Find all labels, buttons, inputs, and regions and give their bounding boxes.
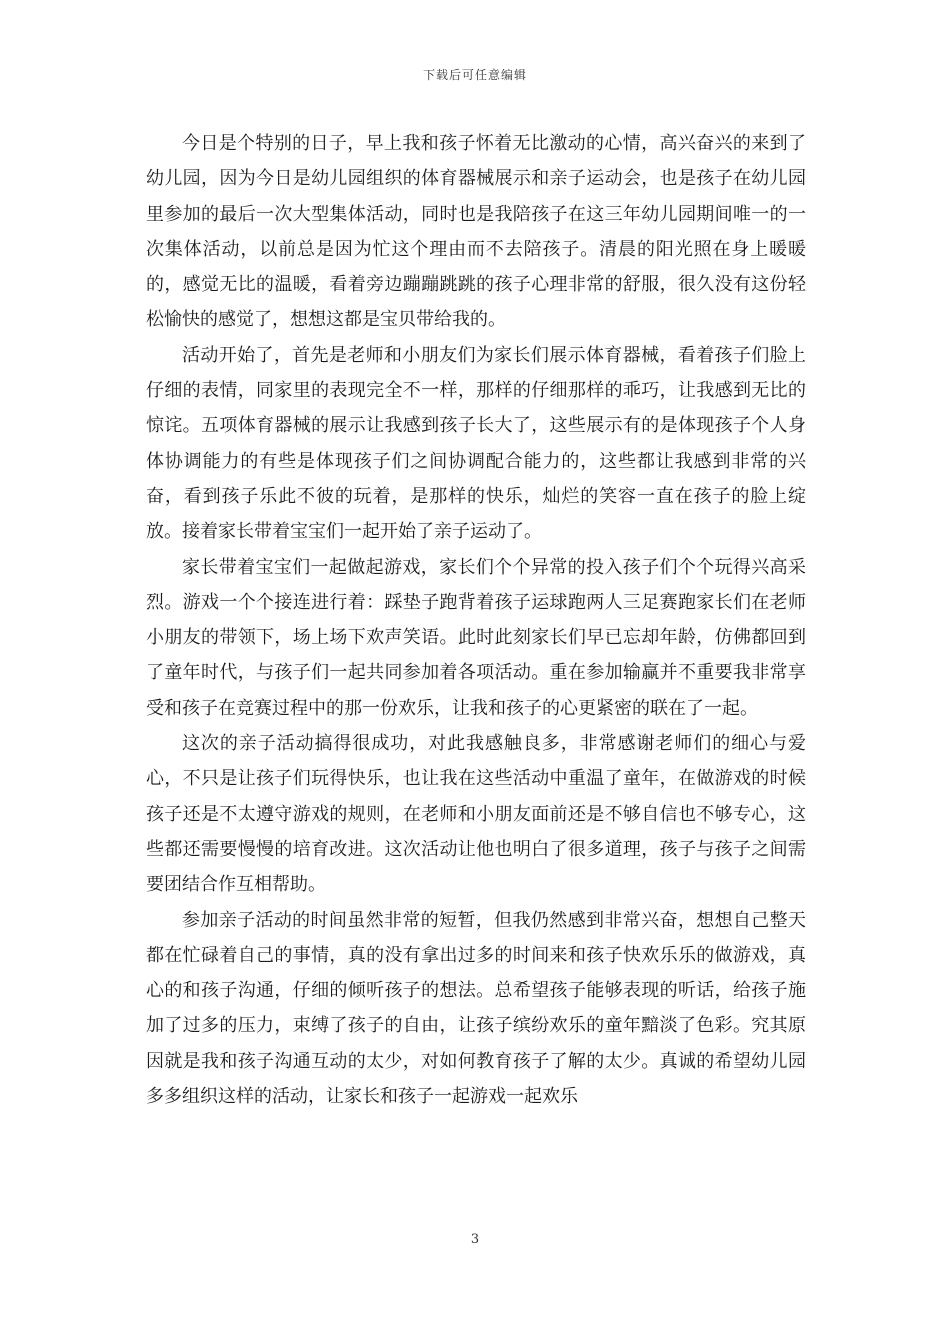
page-number: 3 <box>470 1232 480 1247</box>
document-body <box>146 126 806 1114</box>
page-header: 下载后可任意编辑 <box>422 68 527 82</box>
paragraph-5: 参加亲子活动的时间虽然非常的短暂，但我仍然感到非常兴奋，想想自己整天都在忙碌着自己的事情，真的没有拿出过多的时间来和孩子快欢乐乐的做游戏，真心的和孩子沟通，仔细的倾听孩子的想法。总希望孩子能够表现的听话，给孩子施加了过多的压力，束缚了孩子的自由，让孩子缤纷欢乐的童年黯淡了色彩。究其原因就是我和孩子沟通互动的太少，对如何教育孩子了解的太少。真诚的希望幼儿园多多组织这样的活动，让家长和孩子一起游戏一起欢乐 <box>146 909 806 1108</box>
paragraph-1: 今日是个特别的日子，早上我和孩子怀着无比激动的心情，高兴奋兴的来到了幼儿园，因为今日是幼儿园组织的体育器械展示和亲子运动会，也是孩子在幼儿园里参加的最后一次大型集体活动，同时也是我陪孩子在这三年幼儿园期间唯一的一次集体活动，以前总是因为忙这个理由而不去陪孩子。清晨的阳光照在身上暖暖的，感觉无比的温暖，看着旁边蹦蹦跳跳的孩子心理非常的舒服，很久没有这份轻松愉快的感觉了，想想这都是宝贝带给我的。 <box>146 133 806 331</box>
paragraph-4: 这次的亲子活动搞得很成功，对此我感触良多，非常感谢老师们的细心与爱心，不只是让孩子们玩得快乐，也让我在这些活动中重温了童年，在做游戏的时候孩子还是不太遵守游戏的规则，在老师和小朋友面前还是不够自信也不够专心，这些都还需要慢慢的培育改进。这次活动让他也明白了很多道理，孩子与孩子之间需要团结合作互相帮助。 <box>146 733 806 896</box>
paragraph-3: 家长带着宝宝们一起做起游戏，家长们个个异常的投入孩子们个个玩得兴高采烈。游戏一个个接连进行着：踩垫子跑背着孩子运球跑两人三足赛跑家长们在老师小朋友的带领下，场上场下欢声笑语。此时此刻家长们早已忘却年龄，仿佛都回到了童年时代，与孩子们一起共同参加着各项活动。重在参加输赢并不重要我非常享受和孩子在竞赛过程中的那一份欢乐，让我和孩子的心更紧密的联在了一起。 <box>146 556 806 719</box>
paragraph-2: 活动开始了，首先是老师和小朋友们为家长们展示体育器械，看着孩子们脸上仔细的表情，同家里的表现完全不一样，那样的仔细那样的乖巧，让我感到无比的惊诧。五项体育器械的展示让我感到孩子长大了，这些展示有的是体现孩子个人身体协调能力的有些是体现孩子们之间协调配合能力的，这些都让我感到非常的兴奋，看到孩子乐此不彼的玩着，是那样的快乐，灿烂的笑容一直在孩子的脸上绽放。接着家长带着宝宝们一起开始了亲子运动了。 <box>146 344 806 543</box>
